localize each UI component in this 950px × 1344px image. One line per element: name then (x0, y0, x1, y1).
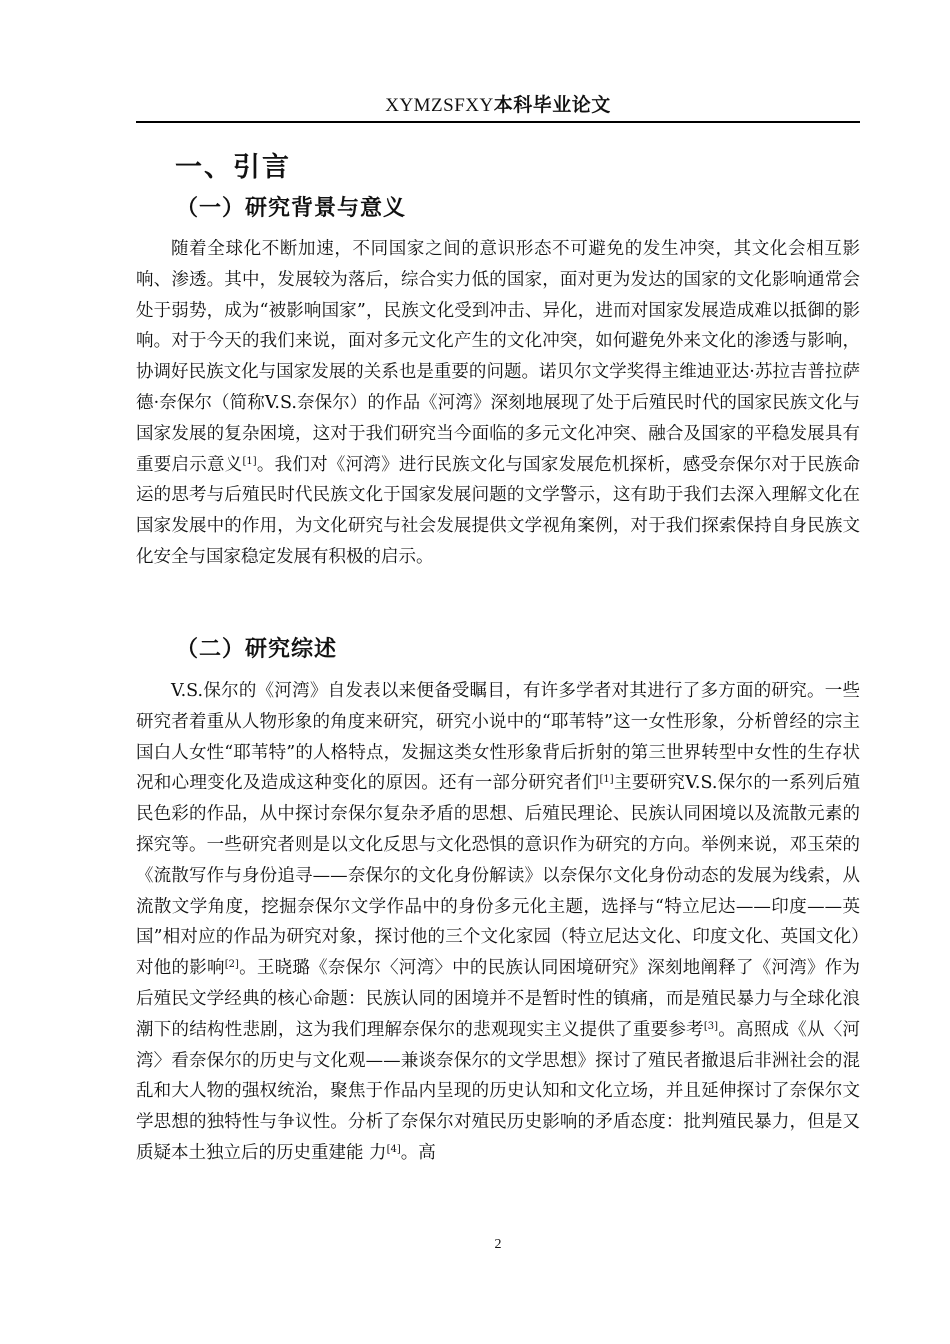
header-rule (136, 121, 860, 123)
citation-marker[interactable]: [1] (599, 774, 614, 786)
running-header (136, 90, 860, 117)
subsection-heading-review: （二）研究综述 (176, 637, 338, 662)
paragraph-background (136, 234, 860, 573)
citation-marker[interactable]: [3] (703, 1020, 719, 1032)
citation-marker[interactable]: [4] (386, 1143, 401, 1155)
header-institution-code: XYMZSFXY (385, 95, 494, 116)
citation-marker[interactable]: [2] (224, 959, 239, 971)
text-run: 随着全球化不断加速，不同国家之间的意识形态不可避免的发生冲突，其文化会相互影响、渗透。其中，发展较为落后，综合实力低的国家，面对更为发达的国家的文化影响通常会处于弱势，成为“被影响国家”，民族文化受到冲击、异化，进而对国家发展造成难以抵御的影响。对于今天的我们来说，面对多元文化产生的文化冲突，如何避免外来文化的渗透与影响，协调好民族文化与国家发展的关系也是重要的问题。诺贝尔文学奖得主维迪亚达·苏拉吉普拉萨德·奈保尔（简称V.S.奈保尔）的作品《河湾》深刻地展现了处于后殖民时代的国家民族文化与国家发展的复杂困境，这对于我们研究当今面临的多元文化冲突、融合及国家的平稳发展具有重要启示意义 (136, 239, 860, 475)
text-run: V.S.保尔的《河湾》自发表以来便备受瞩目，有许多学者对其进行了多方面的研究。一些研究者着重从人物形象的角度来研究，研究小说中的“耶苇特”这一女性形象，分析曾经的宗主国白人女性“耶苇特”的人格特点，发掘这类女性形象背后折射的第三世界转型中女性的生存状况和心理变化及造成这种变化的原因。还有一部分研究者们 (136, 681, 860, 794)
citation-marker[interactable]: [1] (242, 455, 257, 467)
page-number: 2 (494, 1237, 502, 1252)
paragraph-review (136, 676, 860, 1169)
text-run: 。高照成《从〈河湾〉看奈保尔的历史与文化观——兼谈奈保尔的文学思想》探讨了殖民者撤退后非洲社会的混乱和大人物的强权统治，聚焦于作品内呈现的历史认知和文化立场，并且延伸探讨了奈保尔文学思想的独特性与争议性。分析了奈保尔对殖民历史影响的矛盾态度：批判殖民暴力，但是又质疑本土独立后的历史重建能 力 (136, 1019, 861, 1163)
text-run: 。高 (400, 1142, 436, 1163)
text-run: 。我们对《河湾》进行民族文化与国家发展危机探析，感受奈保尔对于民族命运的思考与后殖民时代民族文化于国家发展问题的文学警示，这有助于我们去深入理解文化在国家发展中的作用，为文化研究与社会发展提供文学视角案例，对于我们探索保持自身民族文化安全与国家稳定发展有积极的启示。 (136, 454, 861, 567)
text-run: 。王晓璐《奈保尔〈河湾〉中的民族认同困境研究》深刻地阐释了《河湾》作为后殖民文学经典的核心命题：民族认同的困境并不是暂时性的镇痛，而是殖民暴力与全球化浪潮下的结构性悲剧，这为我们理解奈保尔的悲观现实主义提供了重要参考 (136, 958, 861, 1040)
section-heading-introduction: 一、引言 (175, 152, 291, 183)
subsection-heading-background: （一）研究背景与意义 (176, 196, 407, 221)
text-run: 主要研究V.S.保尔的一系列后殖民色彩的作品，从中探讨奈保尔复杂矛盾的思想、后殖民理论、民族认同困境以及流散元素的探究等。一些研究者则是以文化反思与文化恐惧的意识作为研究的方向。举例来说，邓玉荣的《流散写作与身份追寻——奈保尔的文化身份解读》以奈保尔文化身份动态的发展为线索，从流散文学角度，挖掘奈保尔文学作品中的身份多元化主题，选择与“特立尼达——印度——英国”相对应的作品为研究对象，探讨他的三个文化家园（特立尼达文化、印度文化、英国文化）对他的影响 (136, 773, 860, 979)
header-title: 本科毕业论文 (493, 94, 611, 116)
